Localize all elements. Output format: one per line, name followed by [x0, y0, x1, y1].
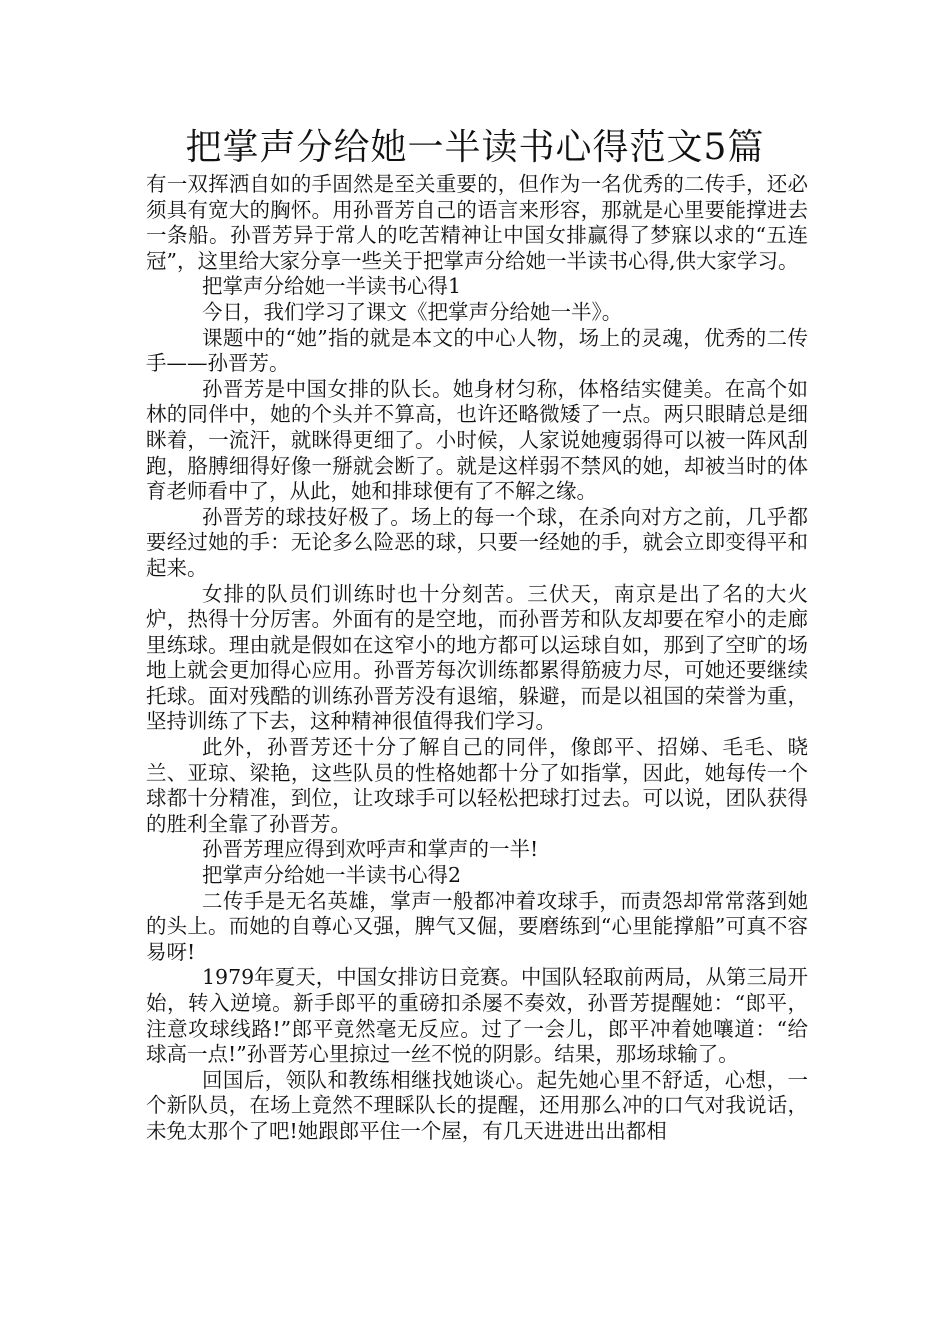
paragraph: 孙晋芳理应得到欢呼声和掌声的一半!	[202, 837, 539, 862]
paragraph: 把掌声分给她一半读书心得1	[202, 274, 462, 299]
paragraph: 此外，孙晋芳还十分了解自己的同伴，像郎平、招娣、毛毛、晓兰、亚琼、梁艳，这些队员的性格她都十分了如指掌，因此，她每传一个球都十分精准，到位，让攻球手可以轻松把球打过去。可以说，团队获得的胜利全靠了孙晋芳。	[146, 735, 808, 836]
paragraph: 1979年夏天，中国女排访日竞赛。中国队轻取前两局，从第三局开始，转入逆境。新手郎平的重磅扣杀屡不奏效，孙晋芳提醒她：“郎平，注意攻球线路!”郎平竟然毫无反应。过了一会儿，郎平冲着她嚷道：“给球高一点!”孙晋芳心里掠过一丝不悦的阴影。结果，那场球输了。	[146, 965, 808, 1067]
paragraph: 女排的队员们训练时也十分刻苦。三伏天，南京是出了名的大火炉，热得十分厉害。外面有的是空地，而孙晋芳和队友却要在窄小的走廊里练球。理由就是假如在这窄小的地方都可以运球自如，那到了空旷的场地上就会更加得心应用。孙晋芳每次训练都累得筋疲力尽，可她还要继续托球。面对残酷的训练孙晋芳没有退缩，躲避，而是以祖国的荣誉为重，坚持训练了下去，这种精神很值得我们学习。	[146, 581, 808, 734]
paragraph: 二传手是无名英雄，掌声一般都冲着攻球手，而责怨却常常落到她的头上。而她的自尊心又强，脾气又倔，要磨练到“心里能撑船”可真不容易呀!	[146, 888, 808, 964]
document-title: 把掌声分给她一半读书心得范文5篇	[185, 127, 765, 168]
document-body	[146, 172, 808, 1145]
paragraph: 今日，我们学习了课文《把掌声分给她一半》。	[202, 299, 623, 324]
paragraph: 孙晋芳是中国女排的队长。她身材匀称，体格结实健美。在高个如林的同伴中，她的个头并不算高，也许还略微矮了一点。两只眼睛总是细眯着，一流汗，就眯得更细了。小时候，人家说她瘦弱得可以被一阵风刮跑，胳膊细得好像一掰就会断了。就是这样弱不禁风的她，却被当时的体育老师看中了，从此，她和排球便有了不解之缘。	[146, 376, 808, 504]
paragraph: 回国后，领队和教练相继找她谈心。起先她心里不舒适，心想，一个新队员，在场上竟然不理睬队长的提醒，还用那么冲的口气对我说话，未免太那个了吧!她跟郎平住一个屋，有几天进进出出都相	[146, 1067, 808, 1143]
paragraph: 把掌声分给她一半读书心得2	[202, 863, 462, 888]
paragraph: 有一双挥洒自如的手固然是至关重要的，但作为一名优秀的二传手，还必须具有宽大的胸怀。用孙晋芳自己的语言来形容，那就是心里要能撑进去一条船。孙晋芳异于常人的吃苦精神让中国女排赢得了梦寐以求的“五连冠”，这里给大家分享一些关于把掌声分给她一半读书心得,供大家学习。	[146, 172, 808, 273]
paragraph: 孙晋芳的球技好极了。场上的每一个球，在杀向对方之前，几乎都要经过她的手：无论多么险恶的球，只要一经她的手，就会立即变得平和起来。	[146, 504, 808, 580]
paragraph: 课题中的“她”指的就是本文的中心人物，场上的灵魂，优秀的二传手——孙晋芳。	[146, 325, 808, 376]
